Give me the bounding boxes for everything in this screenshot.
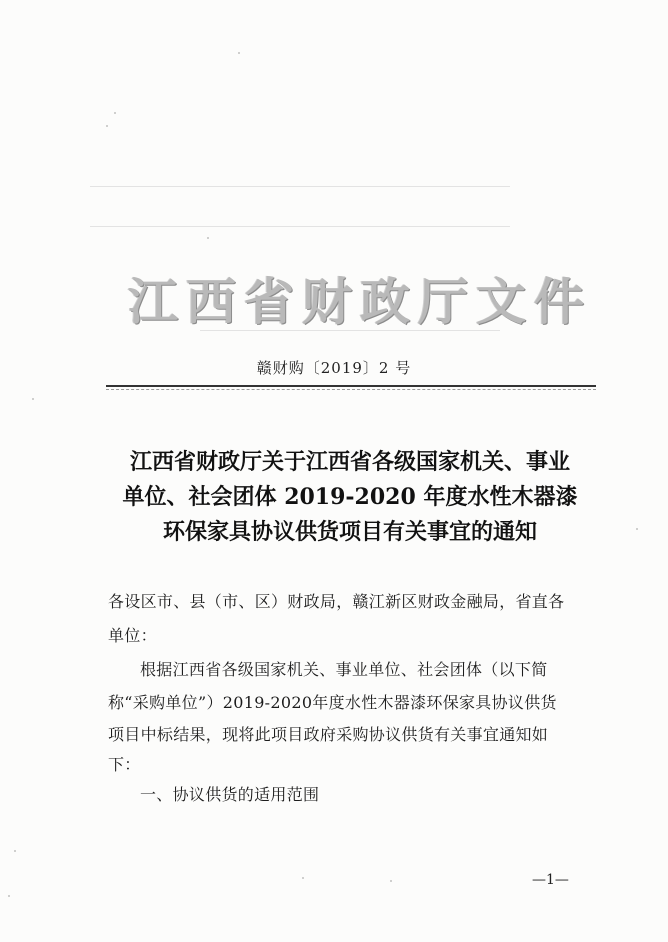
scan-speck (114, 112, 116, 114)
paragraph-line: 根据江西省各级国家机关、事业单位、社会团体（以下简 (140, 660, 548, 679)
notice-title-line: 单位、社会团体 2019-2020 年度水性木器漆 (122, 484, 578, 510)
scan-speck (390, 880, 392, 882)
paragraph-line: 项目中标结果，现将此项目政府采购协议供货有关事宜通知如 (108, 725, 549, 744)
notice-title (100, 445, 600, 550)
addressee-line: 各设区市、县（市、区）财政局，赣江新区财政金融局，省直各 (108, 592, 565, 611)
header-divider (106, 385, 596, 387)
paragraph-line: 称“采购单位”）2019-2020年度水性木器漆环保家具协议供货 (108, 693, 557, 712)
document-number: 赣财购〔2019〕2 号 (256, 359, 412, 377)
header-divider-shadow (106, 389, 596, 390)
section-heading: 一、协议供货的适用范围 (140, 785, 320, 804)
scan-speck (302, 877, 304, 879)
document-header-title: 江西省财政厅文件 (128, 272, 592, 331)
scan-speck (207, 237, 209, 239)
addressee-line: 单位： (108, 626, 157, 645)
scan-speck (238, 52, 240, 54)
scan-speck (636, 528, 638, 530)
scan-speck (106, 125, 108, 127)
scan-speck (8, 895, 10, 897)
page-number: —1— (532, 872, 569, 888)
scan-speck (32, 398, 34, 400)
scan-artifact (90, 226, 510, 227)
notice-title-line: 江西省财政厅关于江西省各级国家机关、事业 (129, 449, 570, 475)
notice-title-line: 环保家具协议供货项目有关事宜的通知 (162, 519, 537, 545)
scan-artifact (90, 186, 510, 187)
paragraph-line: 下： (108, 755, 141, 774)
scan-speck (14, 850, 16, 852)
